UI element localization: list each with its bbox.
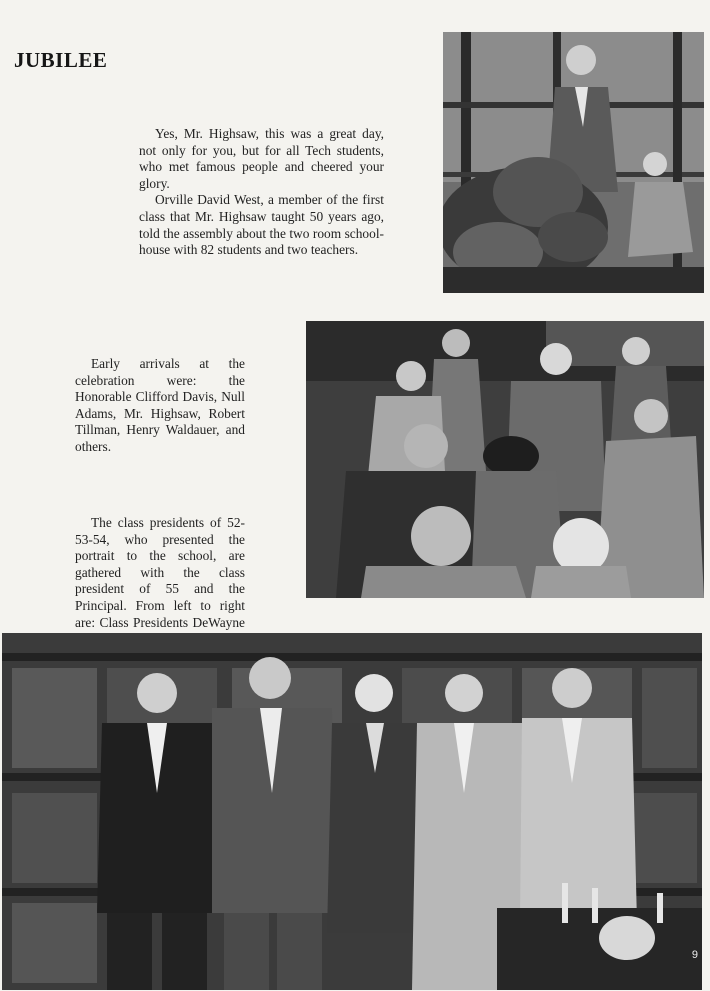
photo-class-presidents bbox=[2, 633, 702, 990]
intro-text bbox=[139, 126, 384, 259]
caption-early-arrivals bbox=[75, 356, 245, 456]
page-title: JUBILEE bbox=[14, 48, 108, 72]
caption-class-presidents-text: The class presidents of 52-53-54, who presented the portrait to the school, are gathered with the class president of 55 and the Principal. From left to right are: Class Presidents DeWayne bbox=[75, 515, 245, 630]
intro-paragraph-2: Orville David West, a member of the first class that Mr. Highsaw taught 50 years ago, told the assembly about the two room school-house with 82 students and two teachers. bbox=[139, 192, 384, 258]
photo-early-arrivals bbox=[306, 321, 704, 598]
intro-paragraph-1: Yes, Mr. Highsaw, this was a great day, not only for you, but for all Tech students, who met famous people and cheered your glory. bbox=[139, 126, 384, 191]
photo-stage-speakers bbox=[443, 32, 704, 293]
caption-early-arrivals-text: Early arrivals at the celebration were: the Honorable Clifford Davis, Null Adams, Mr. Highsaw, Robert Tillman, Henry Waldauer, and others. bbox=[75, 356, 245, 454]
page-number: 9 bbox=[691, 949, 698, 961]
